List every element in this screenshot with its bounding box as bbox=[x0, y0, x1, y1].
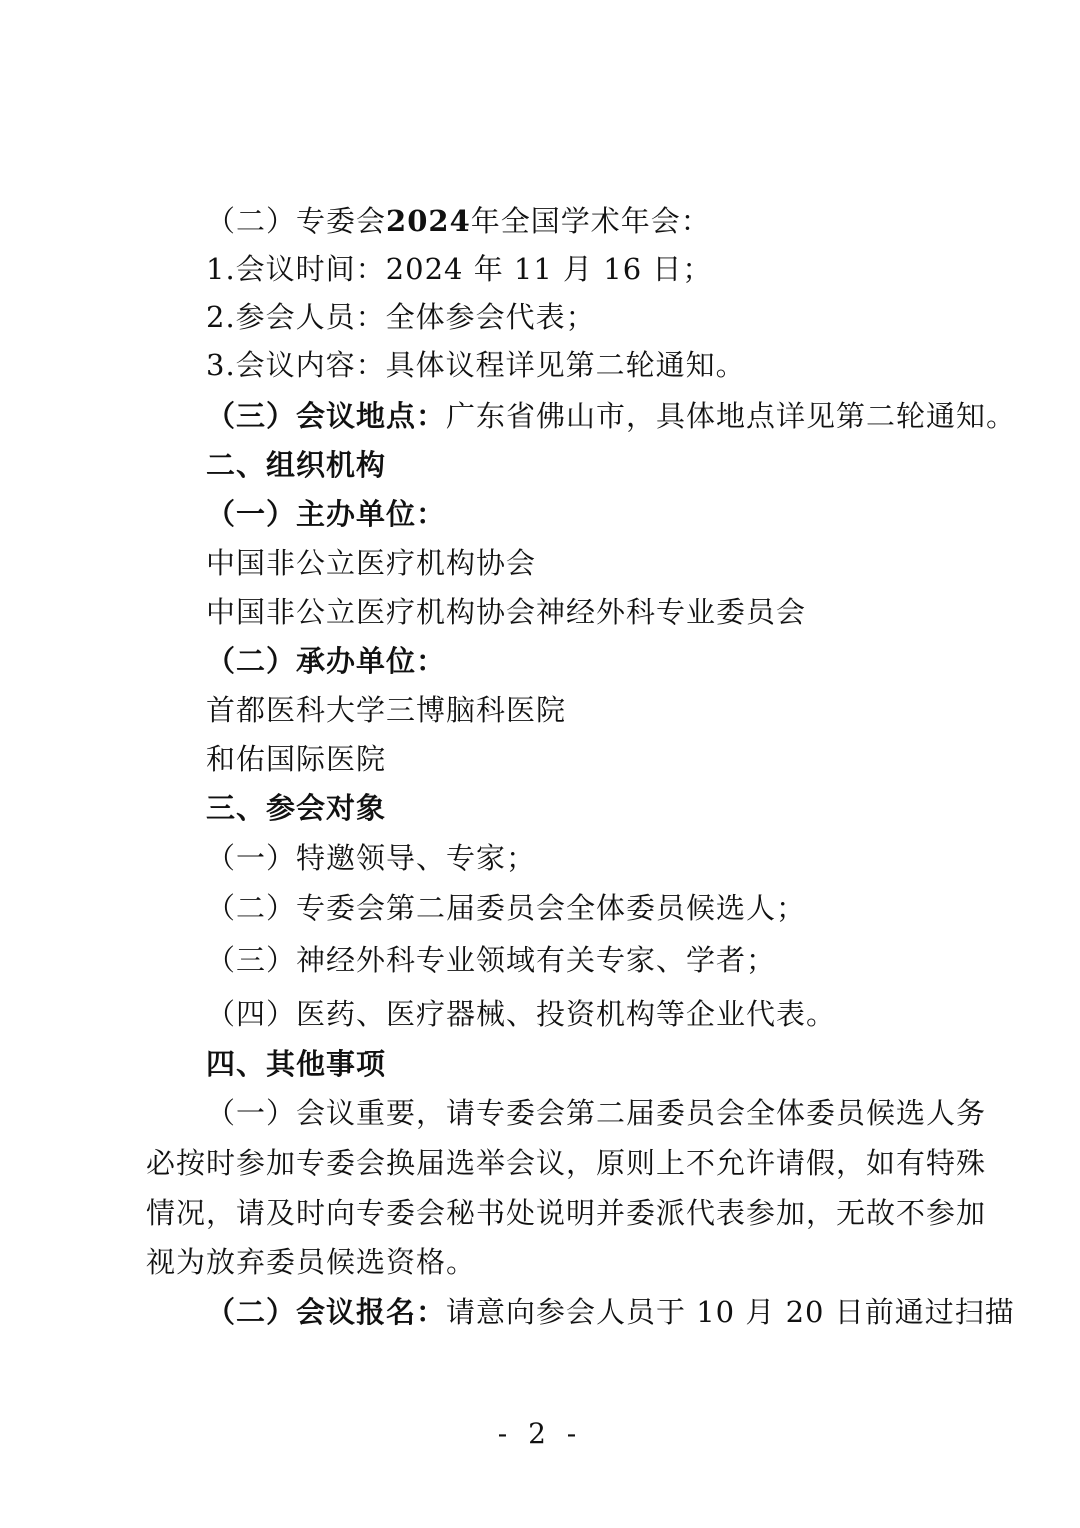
organizer-subheading: （一）主办单位： bbox=[206, 497, 447, 531]
attendee-item: （三）神经外科专业领域有关专家、学者； bbox=[206, 943, 777, 977]
page-number: - 2 - bbox=[497, 1417, 583, 1450]
attendee-item: （二）专委会第二届委员会全体委员候选人； bbox=[206, 891, 807, 925]
registration-line bbox=[206, 1292, 1080, 1332]
organizer-2: 中国非公立医疗机构协会神经外科专业委员会 bbox=[206, 595, 807, 629]
organizer-1: 中国非公立医疗机构协会 bbox=[206, 546, 537, 580]
other-para1-line: （一）会议重要，请专委会第二届委员会全体委员候选人务 bbox=[206, 1096, 987, 1130]
heading-suffix: 年全国学术年会： bbox=[470, 204, 711, 238]
other-para1-line: 必按时参加专委会换届选举会议，原则上不允许请假，如有特殊 bbox=[146, 1146, 987, 1180]
other-para1-line: 情况，请及时向专委会秘书处说明并委派代表参加，无故不参加 bbox=[146, 1196, 987, 1230]
location-label: （三）会议地点： bbox=[206, 399, 447, 433]
location-text: 广东省佛山市，具体地点详见第二轮通知。 bbox=[446, 399, 1017, 433]
attendee-item: （一）特邀领导、专家； bbox=[206, 841, 537, 875]
registration-label: （二）会议报名： bbox=[206, 1295, 447, 1329]
meeting-time: 1.会议时间：2024 年 11 月 16 日； bbox=[206, 252, 713, 286]
meeting-content: 3.会议内容：具体议程详见第二轮通知。 bbox=[206, 348, 746, 382]
section-2-heading: 二、组织机构 bbox=[206, 448, 387, 482]
host-1: 首都医科大学三博脑科医院 bbox=[206, 693, 567, 727]
heading-year: 2024 bbox=[386, 204, 471, 238]
heading-prefix: （二） bbox=[206, 204, 297, 238]
meeting-participants: 2.参会人员：全体参会代表； bbox=[206, 300, 596, 334]
other-para1-line: 视为放弃委员候选资格。 bbox=[146, 1245, 477, 1279]
section-4-heading: 四、其他事项 bbox=[206, 1047, 387, 1081]
host-subheading: （二）承办单位： bbox=[206, 644, 447, 678]
section-3-heading: 三、参会对象 bbox=[206, 791, 387, 825]
meeting-2-heading bbox=[206, 201, 1080, 241]
registration-text: 请意向参会人员于 10 月 20 日前通过扫描 bbox=[446, 1295, 1015, 1329]
host-2: 和佑国际医院 bbox=[206, 742, 387, 776]
heading-org: 专委会 bbox=[296, 204, 387, 238]
attendee-item: （四）医药、医疗器械、投资机构等企业代表。 bbox=[206, 997, 837, 1031]
meeting-location bbox=[206, 396, 1080, 436]
